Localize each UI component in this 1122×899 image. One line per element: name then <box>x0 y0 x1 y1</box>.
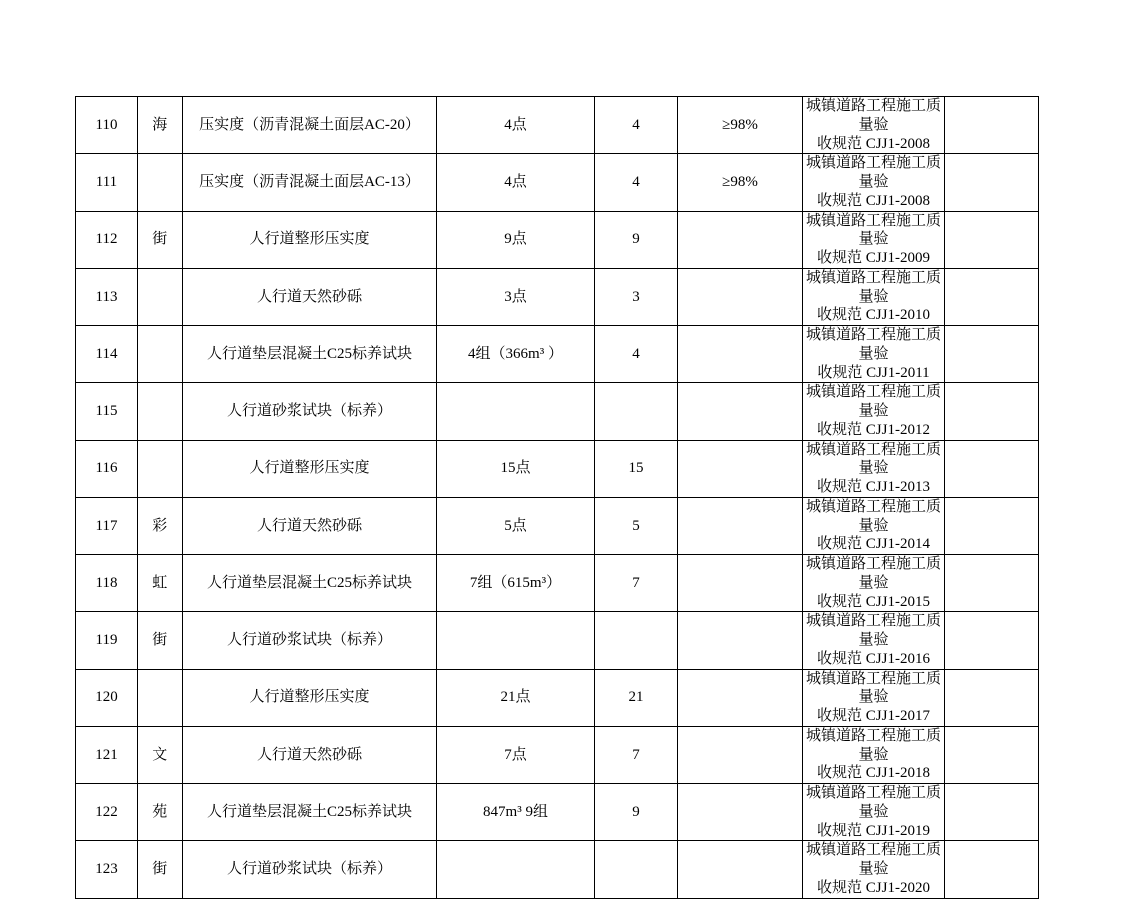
standard-line-1: 城镇道路工程施工质量验 <box>805 556 941 591</box>
cell-street <box>138 326 183 383</box>
cell-requirement <box>678 841 803 898</box>
cell-frequency <box>437 383 595 440</box>
cell-count: 5 <box>595 497 678 554</box>
cell-number: 111 <box>76 154 138 211</box>
standard-line-2: 收规范 CJJ1-2016 <box>817 650 930 667</box>
cell-item: 人行道砂浆试块（标养） <box>183 841 437 898</box>
table-row <box>76 612 1039 669</box>
cell-street <box>138 268 183 325</box>
cell-street: 文 <box>138 726 183 783</box>
standard-line-2: 收规范 CJJ1-2008 <box>817 192 930 209</box>
cell-number: 112 <box>76 211 138 268</box>
standard-line-1: 城镇道路工程施工质量验 <box>805 613 941 648</box>
cell-number: 113 <box>76 268 138 325</box>
table-row <box>76 440 1039 497</box>
cell-requirement <box>678 784 803 841</box>
inspection-table <box>75 96 1039 899</box>
cell-requirement <box>678 612 803 669</box>
cell-note <box>945 555 1039 612</box>
cell-count: 4 <box>595 326 678 383</box>
cell-street: 街 <box>138 612 183 669</box>
cell-note <box>945 268 1039 325</box>
standard-line-2: 收规范 CJJ1-2014 <box>817 536 930 553</box>
cell-street <box>138 154 183 211</box>
cell-count: 3 <box>595 268 678 325</box>
table-row <box>76 726 1039 783</box>
cell-street <box>138 383 183 440</box>
table-row <box>76 669 1039 726</box>
cell-requirement <box>678 555 803 612</box>
standard-line-2: 收规范 CJJ1-2019 <box>817 822 930 839</box>
standard-line-1: 城镇道路工程施工质量验 <box>805 441 941 477</box>
cell-item: 人行道砂浆试块（标养） <box>183 612 437 669</box>
cell-requirement: ≥98% <box>678 154 803 211</box>
cell-number: 119 <box>76 612 138 669</box>
standard-line-2: 收规范 CJJ1-2017 <box>817 708 930 724</box>
cell-frequency: 7点 <box>437 726 595 783</box>
table-row <box>76 268 1039 325</box>
cell-requirement <box>678 669 803 726</box>
cell-note <box>945 97 1039 154</box>
cell-number: 118 <box>76 555 138 612</box>
standard-line-2: 收规范 CJJ1-2010 <box>817 307 930 324</box>
cell-item: 人行道整形压实度 <box>183 440 437 497</box>
cell-count: 9 <box>595 211 678 268</box>
cell-note <box>945 669 1039 726</box>
cell-number: 116 <box>76 440 138 497</box>
cell-requirement <box>678 383 803 440</box>
standard-line-1: 城镇道路工程施工质量验 <box>805 212 941 248</box>
standard-line-2: 收规范 CJJ1-2011 <box>817 364 930 381</box>
cell-standard <box>803 612 945 669</box>
standard-line-1: 城镇道路工程施工质量验 <box>805 785 941 820</box>
standard-line-2: 收规范 CJJ1-2013 <box>817 479 930 495</box>
cell-note <box>945 841 1039 898</box>
cell-number: 115 <box>76 383 138 440</box>
cell-count: 4 <box>595 154 678 211</box>
cell-item: 人行道天然砂砾 <box>183 268 437 325</box>
cell-frequency: 4组（366m³ ） <box>437 326 595 383</box>
cell-number: 120 <box>76 669 138 726</box>
standard-line-2: 收规范 CJJ1-2015 <box>817 593 930 610</box>
cell-frequency: 15点 <box>437 440 595 497</box>
cell-number: 117 <box>76 497 138 554</box>
cell-requirement <box>678 440 803 497</box>
cell-item: 压实度（沥青混凝土面层AC-13） <box>183 154 437 211</box>
cell-frequency: 9点 <box>437 211 595 268</box>
table-row <box>76 497 1039 554</box>
cell-frequency: 5点 <box>437 497 595 554</box>
table-row <box>76 97 1039 154</box>
standard-line-2: 收规范 CJJ1-2008 <box>817 135 930 152</box>
cell-item: 压实度（沥青混凝土面层AC-20） <box>183 97 437 154</box>
cell-street <box>138 669 183 726</box>
cell-number: 110 <box>76 97 138 154</box>
cell-requirement <box>678 326 803 383</box>
cell-standard <box>803 326 945 383</box>
cell-note <box>945 497 1039 554</box>
cell-requirement <box>678 211 803 268</box>
standard-line-1: 城镇道路工程施工质量验 <box>805 842 941 877</box>
cell-requirement <box>678 268 803 325</box>
cell-frequency <box>437 841 595 898</box>
cell-count: 7 <box>595 726 678 783</box>
table-row <box>76 326 1039 383</box>
cell-item: 人行道整形压实度 <box>183 669 437 726</box>
table-row <box>76 555 1039 612</box>
cell-item: 人行道天然砂砾 <box>183 726 437 783</box>
cell-standard <box>803 97 945 154</box>
cell-item: 人行道垫层混凝土C25标养试块 <box>183 326 437 383</box>
cell-street: 虹 <box>138 555 183 612</box>
cell-number: 114 <box>76 326 138 383</box>
cell-note <box>945 726 1039 783</box>
cell-count: 21 <box>595 669 678 726</box>
standard-line-1: 城镇道路工程施工质量验 <box>805 498 941 534</box>
cell-frequency: 4点 <box>437 154 595 211</box>
cell-count: 4 <box>595 97 678 154</box>
cell-standard <box>803 154 945 211</box>
cell-standard <box>803 841 945 898</box>
table-row <box>76 383 1039 440</box>
standard-line-2: 收规范 CJJ1-2009 <box>817 250 930 266</box>
cell-note <box>945 612 1039 669</box>
table-row <box>76 784 1039 841</box>
cell-street <box>138 440 183 497</box>
standard-line-2: 收规范 CJJ1-2018 <box>817 765 930 782</box>
cell-frequency <box>437 612 595 669</box>
table-row <box>76 841 1039 898</box>
cell-frequency: 21点 <box>437 669 595 726</box>
table-row <box>76 211 1039 268</box>
cell-standard <box>803 784 945 841</box>
cell-note <box>945 211 1039 268</box>
cell-item: 人行道天然砂砾 <box>183 497 437 554</box>
standard-line-2: 收规范 CJJ1-2012 <box>817 421 930 438</box>
cell-frequency: 3点 <box>437 268 595 325</box>
cell-count <box>595 612 678 669</box>
table-body <box>76 97 1039 899</box>
cell-number: 123 <box>76 841 138 898</box>
cell-count <box>595 841 678 898</box>
cell-standard <box>803 383 945 440</box>
cell-standard <box>803 726 945 783</box>
cell-street: 彩 <box>138 497 183 554</box>
cell-frequency: 4点 <box>437 97 595 154</box>
cell-number: 122 <box>76 784 138 841</box>
standard-line-1: 城镇道路工程施工质量验 <box>805 269 941 305</box>
cell-note <box>945 784 1039 841</box>
cell-note <box>945 154 1039 211</box>
cell-item: 人行道垫层混凝土C25标养试块 <box>183 555 437 612</box>
cell-number: 121 <box>76 726 138 783</box>
cell-note <box>945 440 1039 497</box>
standard-line-2: 收规范 CJJ1-2020 <box>817 879 930 896</box>
cell-standard <box>803 669 945 726</box>
standard-line-1: 城镇道路工程施工质量验 <box>805 155 941 190</box>
cell-standard <box>803 440 945 497</box>
cell-street: 街 <box>138 841 183 898</box>
cell-frequency: 7组（615m³） <box>437 555 595 612</box>
cell-item: 人行道砂浆试块（标养） <box>183 383 437 440</box>
cell-count <box>595 383 678 440</box>
cell-standard <box>803 211 945 268</box>
standard-line-1: 城镇道路工程施工质量验 <box>805 670 941 706</box>
cell-requirement <box>678 726 803 783</box>
standard-line-1: 城镇道路工程施工质量验 <box>805 98 941 133</box>
table-row <box>76 154 1039 211</box>
cell-standard <box>803 497 945 554</box>
cell-street: 苑 <box>138 784 183 841</box>
cell-count: 7 <box>595 555 678 612</box>
cell-item: 人行道垫层混凝土C25标养试块 <box>183 784 437 841</box>
cell-standard <box>803 555 945 612</box>
cell-requirement <box>678 497 803 554</box>
standard-line-1: 城镇道路工程施工质量验 <box>805 727 941 763</box>
cell-note <box>945 383 1039 440</box>
cell-note <box>945 326 1039 383</box>
cell-frequency: 847m³ 9组 <box>437 784 595 841</box>
cell-count: 9 <box>595 784 678 841</box>
cell-item: 人行道整形压实度 <box>183 211 437 268</box>
standard-line-1: 城镇道路工程施工质量验 <box>805 384 941 419</box>
cell-count: 15 <box>595 440 678 497</box>
standard-line-1: 城镇道路工程施工质量验 <box>805 327 941 362</box>
cell-street: 街 <box>138 211 183 268</box>
cell-standard <box>803 268 945 325</box>
cell-requirement: ≥98% <box>678 97 803 154</box>
cell-street: 海 <box>138 97 183 154</box>
inspection-table-container <box>75 96 1038 899</box>
